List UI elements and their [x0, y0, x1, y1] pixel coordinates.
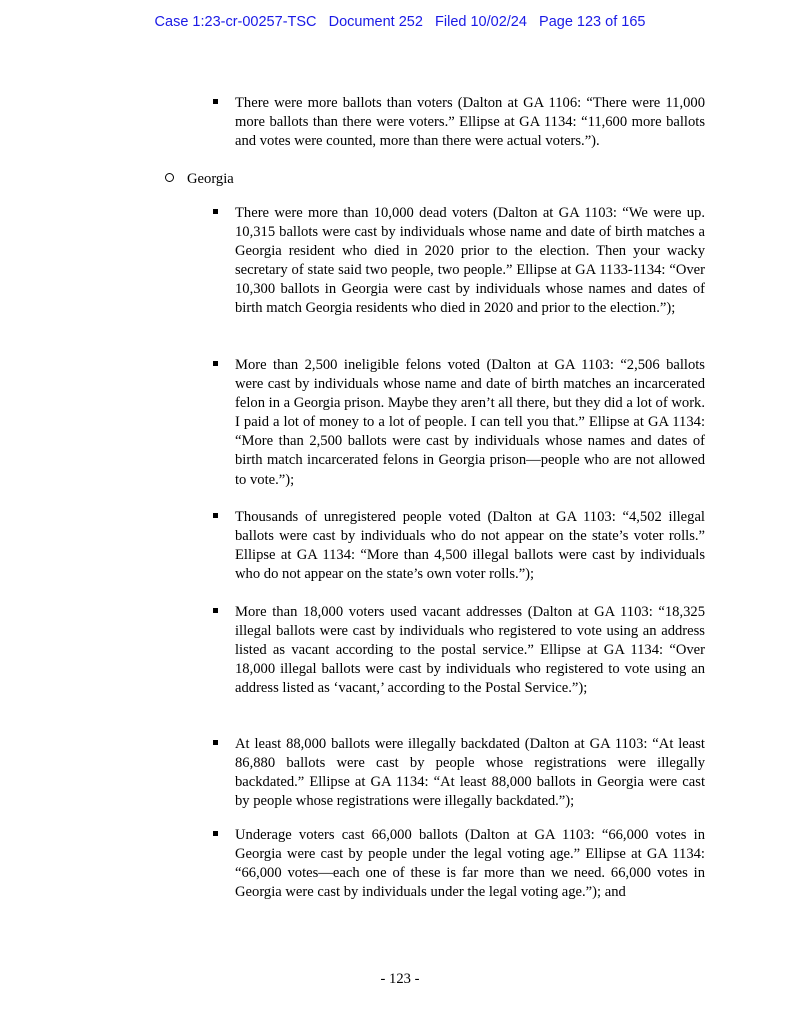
list-item [235, 94, 705, 151]
case-number: Case 1:23-cr-00257-TSC [154, 14, 317, 30]
square-bullet-icon [213, 361, 218, 366]
filed-date: Filed 10/02/24 [435, 14, 527, 30]
list-item [235, 508, 705, 584]
circle-bullet-icon [165, 173, 174, 182]
square-bullet-icon [213, 99, 218, 104]
square-bullet-icon [213, 209, 218, 214]
bullet-text: Thousands of unregistered people voted (Dalton at GA 1103: “4,502 illegal ballots were cast by individuals who do not appear on the state’s voter rolls.” Ellipse at GA 1134: “More than 4,500 illegal ballots were cast by individuals who do not appear on the state’s own voter rolls.”); [235, 509, 705, 583]
bullet-text: At least 88,000 ballots were illegally backdated (Dalton at GA 1103: “At least 86,880 ballots were cast by people whose registrations were illegally backdated.” Ellipse at GA 1134: “At least 88,000 ballots in Georgia were cast by people whose registrations were illegally backdated.”); [235, 736, 705, 810]
square-bullet-icon [213, 740, 218, 745]
square-bullet-icon [213, 608, 218, 613]
page-number: - 123 - [380, 971, 420, 987]
list-item [235, 204, 705, 319]
list-item [235, 735, 705, 811]
document-number: Document 252 [328, 14, 423, 30]
section-label: Georgia [187, 171, 234, 187]
bullet-text: There were more than 10,000 dead voters (Dalton at GA 1103: “We were up. 10,315 ballots were cast by individuals whose name and date of birth matches a Georgia resident who died in 2020 prior to the election. Then your wacky secretary of state said two people, two people.” Ellipse at GA 1133-1134: “Over 10,300 ballots in Georgia were cast by individuals whose names and dates of birth match Georgia residents who died in 2020 and prior to the election.”); [235, 205, 705, 317]
case-header [0, 14, 800, 30]
bullet-text: More than 2,500 ineligible felons voted (Dalton at GA 1103: “2,506 ballots were cast by individuals whose name and date of birth matches an incarcerated felon in a Georgia prison. Maybe they aren’t all there, but they did a lot of work. I paid a lot of money to a lot of people. I can tell you that.” Ellipse at GA 1134: “More than 2,500 ballots were cast by individuals whose names and dates of birth match incarcerated felons in Georgia prison—people who are not allowed to vote.”); [235, 357, 705, 488]
square-bullet-icon [213, 513, 218, 518]
bullet-text: More than 18,000 voters used vacant addresses (Dalton at GA 1103: “18,325 illegal ballots were cast by individuals who registered to vote using an address listed as vacant according to the postal service.” Ellipse at GA 1134: “Over 18,000 illegal ballots were cast by individuals who registered to vote using an address listed as ‘vacant,’ according to the Postal Service.”); [235, 604, 705, 697]
page-indicator: Page 123 of 165 [539, 14, 646, 30]
bullet-text: There were more ballots than voters (Dalton at GA 1106: “There were 11,000 more ballots than there were voters.” Ellipse at GA 1134: “11,600 more ballots and votes were counted, more than there were actual voters.”). [235, 95, 705, 150]
square-bullet-icon [213, 831, 218, 836]
list-item [235, 826, 705, 902]
list-item [235, 603, 705, 698]
list-item [235, 356, 705, 490]
bullet-text: Underage voters cast 66,000 ballots (Dalton at GA 1103: “66,000 votes in Georgia were cast by people under the legal voting age.” Ellipse at GA 1134: “66,000 votes—each one of these is far more than we need. 66,000 votes in Georgia were cast by individuals under the legal voting age.”); and [235, 827, 705, 901]
section-heading [165, 170, 234, 189]
